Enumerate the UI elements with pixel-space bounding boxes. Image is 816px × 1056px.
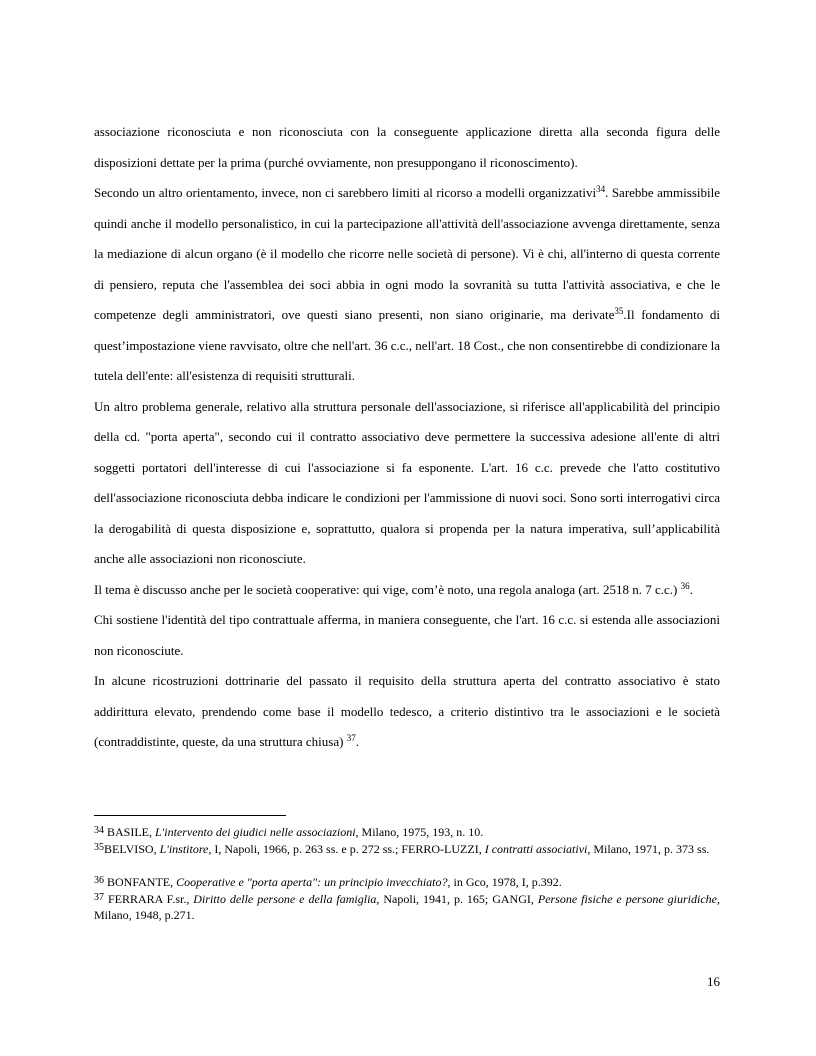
- footnote-number: 35: [94, 841, 104, 853]
- paragraph: Secondo un altro orientamento, invece, non ci sarebbero limiti al ricorso a modelli organizzativi$^{34}$. Sarebbe ammissibile quindi anche il modello personalistico, in cui la partecipazione all'attività dell'associazione avvenga direttamente, senza la mediazione di alcun organo (è il modello che ricorre nelle società di persone). Vi è chi, all'interno di questa corrente di pensiero, reputa che l'assemblea dei soci abbia in ogni modo la sovranità su tutta l'attività associativa, e che le competenze degli amministratori, ove questi siano presenti, non siano originarie, ma derivate$^{35}$.Il fondamento di quest’impostazione viene ravvisato, oltre che nell'art. 36 c.c., nell'art. 18 Cost., che non consentirebbe di condizionare la tutela dell'ente: all'esistenza di requisiti strutturali.: [94, 184, 720, 383]
- paragraph: Chi sostiene l'identità del tipo contrattuale afferma, in maniera conseguente, che l'art. 16 c.c. si estenda alle associazioni non riconosciute.: [94, 612, 720, 658]
- footnote-number: 36: [94, 875, 104, 886]
- cited-title: I contratti associativi,: [484, 841, 591, 856]
- footnote-number: 34: [94, 825, 104, 836]
- footnote-reference[interactable]: 34: [596, 184, 606, 194]
- footnote-reference[interactable]: 36: [680, 580, 690, 591]
- cited-title: L'institore,: [159, 841, 212, 856]
- paragraph: Il tema è discusso anche per le società cooperative: qui vige, com’è noto, una regola analoga (art. 2518 n. 7 c.c.) $^{36}$.: [94, 580, 693, 597]
- footnote-number: 37: [94, 891, 104, 903]
- paragraph: Un altro problema generale, relativo alla struttura personale dell'associazione, si riferisce all'applicabilità del principio della cd. "porta aperta", secondo cui il contratto associativo deve permettere la successiva adesione all'ente di altri soggetti portatori dell'interesse di cui l'associazione si fa esponente. L'art. 16 c.c. prevede che l'atto costitutivo dell'associazione riconosciuta debba indicare le condizioni per l'ammissione di nuovi soci. Sono sorti interrogativi circa la derogabilità di questa disposizione e, soprattutto, qualora si propenda per la natura imperativa, sull’applicabilità anche alle associazioni non riconosciute.: [94, 398, 720, 566]
- paragraph: In alcune ricostruzioni dottrinarie del passato il requisito della struttura aperta del contratto associativo è stato addirittura elevato, prendendo come base il modello tedesco, a criterio distintivo tra le associazioni e le società (contraddistinte, queste, da una struttura chiusa) $^{37}$.: [94, 673, 720, 749]
- footnote-reference[interactable]: 37: [346, 733, 356, 743]
- footnote-separator: [94, 815, 286, 816]
- paragraph: associazione riconosciuta e non riconosciuta con la conseguente applicazione diretta alla seconda figura delle disposizioni dettate per la prima (purché ovviamente, non presuppongano il riconoscimento).: [94, 124, 720, 170]
- body-text: [94, 117, 720, 758]
- footnote-36: $^{36}$ BONFANTE, Cooperative e "porta aperta": un principio invecchiato?, in Gco, 1978, I, p.392.: [94, 875, 562, 889]
- page-number: 16: [707, 974, 720, 989]
- footnote-35: $^{35}$BELVISO, L'institore, I, Napoli, 1966, p. 263 ss. e p. 272 ss.; FERRO-LUZZI, I contratti associativi, Milano, 1971, p. 373 ss.: [94, 841, 710, 856]
- footnote-37: $^{37}$ FERRARA F.sr., Diritto delle persone e della famiglia, Napoli, 1941, p. 165; GANGI, Persone fisiche e persone giuridiche, Milano, 1948, p.271.: [94, 891, 720, 922]
- footnote-reference[interactable]: 35: [614, 306, 624, 316]
- cited-title: Cooperative e "porta aperta": un principio invecchiato?: [176, 875, 448, 889]
- footnotes: [94, 824, 720, 924]
- cited-title: Diritto delle persone e della famiglia: [193, 891, 377, 906]
- cited-title: L'intervento dei giudici nelle associazioni,: [155, 825, 359, 839]
- cited-title: Persone fisiche e persone giuridiche: [537, 891, 717, 906]
- footnote-34: $^{34}$ BASILE, L'intervento dei giudici nelle associazioni, Milano, 1975, 193, n. 10.: [94, 825, 484, 839]
